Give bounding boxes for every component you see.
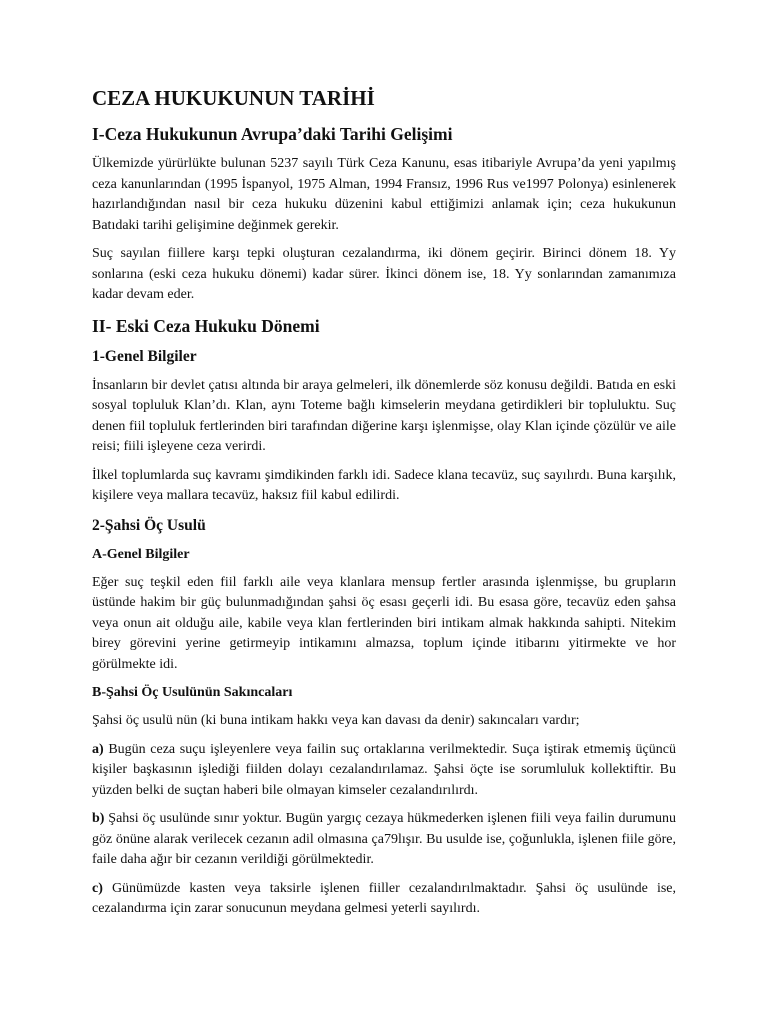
list-item-label: c) <box>92 880 103 896</box>
subsubsection-heading-b: B-Şahsi Öç Usulünün Sakıncaları <box>92 685 293 700</box>
paragraph: Suç sayılan fiillere karşı tepki oluşturan cezalandırma, iki dönem geçirir. Birinci dönem 18. Yy sonlarına (eski ceza hukuku dönemi) kadar sürer. İkinci dönem ise, 18. Yy sonlarından zamanımıza kadar devam eder. <box>92 246 676 302</box>
section-heading-2: II- Eski Ceza Hukuku Dönemi <box>92 315 320 336</box>
list-item-text: Bugün ceza suçu işleyenlere veya failin suç ortaklarına verilmektedir. Suça iştirak etmemiş üçüncü kişiler başkasının işlediği fiilden dolayı cezalandırılamaz. Şahsi öçte ise sorumluluk kollektiftir. Bu yüzden belki de suçtan haberi bile olmayan kimseler cezalandırılırdı. <box>92 741 676 798</box>
list-item-label: b) <box>92 811 105 826</box>
paragraph: İnsanların bir devlet çatısı altında bir araya gelmeleri, ilk dönemlerde söz konusu değildi. Batıda en eski sosyal topluluk Klan’dı. Klan, aynı Toteme bağlı kimselerin meydana getirdikleri bir topluluktu. Suç denen fiil topluluk fertlerinden biri tarafından diğerine karşı işlenmişse, olay Klan içinde çözülür ve aile reisi; fiili işleyene ceza verirdi. <box>92 377 676 454</box>
paragraph: Eğer suç teşkil eden fiil farklı aile veya klanlara mensup fertler arasında işlenmişse, bu grupların üstünde hakim bir güç bulunmadığından şahsi öç esası geçerli idi. Bu esasa göre, tecavüz eden şahsa veya onun ait olduğu aile, kabile veya klan fertlerinden biri intikam almak hakkında sahipti. Nitekim birey görevini yerine getirmeyip intikamını almazsa, toplum içinde itibarını yitirmekte ve hor görülmekte idi. <box>92 574 676 672</box>
subsubsection-heading-a: A-Genel Bilgiler <box>92 546 190 562</box>
paragraph: Şahsi öç usulü nün (ki buna intikam hakkı veya kan davası da denir) sakıncaları vardır; <box>92 713 580 728</box>
document-page <box>92 84 676 928</box>
paragraph: Ülkemizde yürürlükte bulunan 5237 sayılı Türk Ceza Kanunu, esas itibariyle Avrupa’da yeni yapılmış ceza kanunlarından (1995 İspanyol, 1975 Alman, 1994 Fransız, 1996 Rus ve1997 Polonya) esinlenerek hazırlandığından nasıl bir ceza hukuku düzenini kabul ettiğimizi anlamak için; ceza hukukunun Batıdaki tarihi gelişimine değinmek gerekir. <box>92 156 676 233</box>
list-item-text: Günümüzde kasten veya taksirle işlenen fiiller cezalandırılmaktadır. Şahsi öç usulünde ise, cezalandırma için zarar sonucunun meydana gelmesi yeterli sayılırdı. <box>92 880 676 916</box>
section-heading-1: I-Ceza Hukukunun Avrupa’daki Tarihi Gelişimi <box>92 124 453 144</box>
list-item <box>92 879 676 920</box>
document-title: CEZA HUKUKUNUN TARİHİ <box>92 86 375 110</box>
paragraph: İlkel toplumlarda suç kavramı şimdikinden farklı idi. Sadece klana tecavüz, suç sayılırdı. Buna karşılık, kişilere veya mallara tecavüz, haksız fiil kabul edilirdi. <box>92 467 676 503</box>
subsection-heading-genel-bilgiler: 1-Genel Bilgiler <box>92 347 197 365</box>
list-item <box>92 740 676 802</box>
list-item <box>92 809 676 871</box>
subsection-heading-sahsi-oc: 2-Şahsi Öç Usulü <box>92 516 206 534</box>
list-item-text: Şahsi öç usulünde sınır yoktur. Bugün yargıç cezaya hükmederken işlenen fiili veya failin durumunu göz önüne alarak verilecek cezanın adil olmasına ça79lışır. Bu usulde ise, çoğunlukla, işlenen fiile göre, faile daha ağır bir cezanın verildiği görülmektedir. <box>92 811 676 867</box>
list-item-label: a) <box>92 741 104 757</box>
